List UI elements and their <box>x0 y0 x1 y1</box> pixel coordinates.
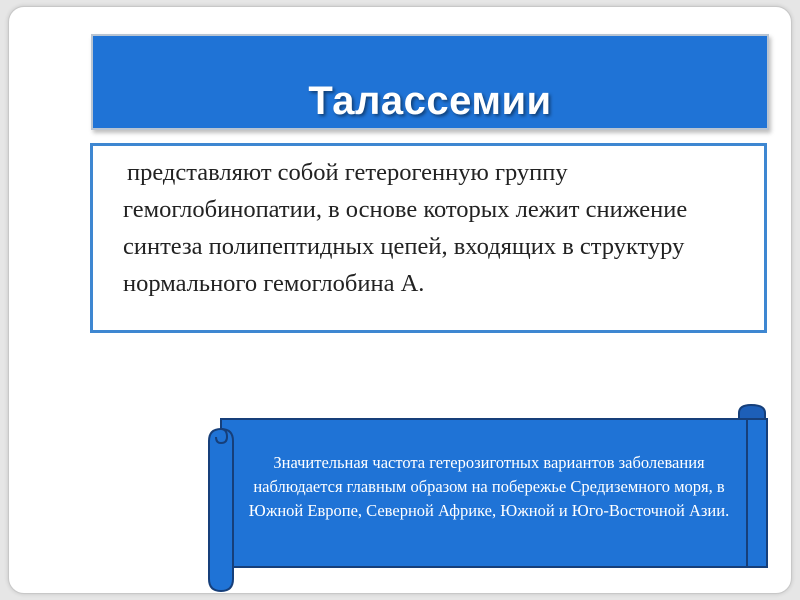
slide-title: Талассемии <box>308 78 552 123</box>
body-text: представляют собой гетерогенную группу гемоглобинопатии, в основе которых лежит снижение синтеза полипептидных цепей, входящих в структуру нормального гемоглобина А. <box>123 159 688 297</box>
body-text-box <box>90 143 767 333</box>
title-banner <box>91 34 769 130</box>
scroll-note-text: Значительная частота гетерозиготных вариантов заболевания наблюдается главным образом на побережье Средиземного моря, в Южной Европе, Северной Африке, Южной и Юго-Восточной Азии. <box>248 453 730 520</box>
slide <box>8 6 792 594</box>
